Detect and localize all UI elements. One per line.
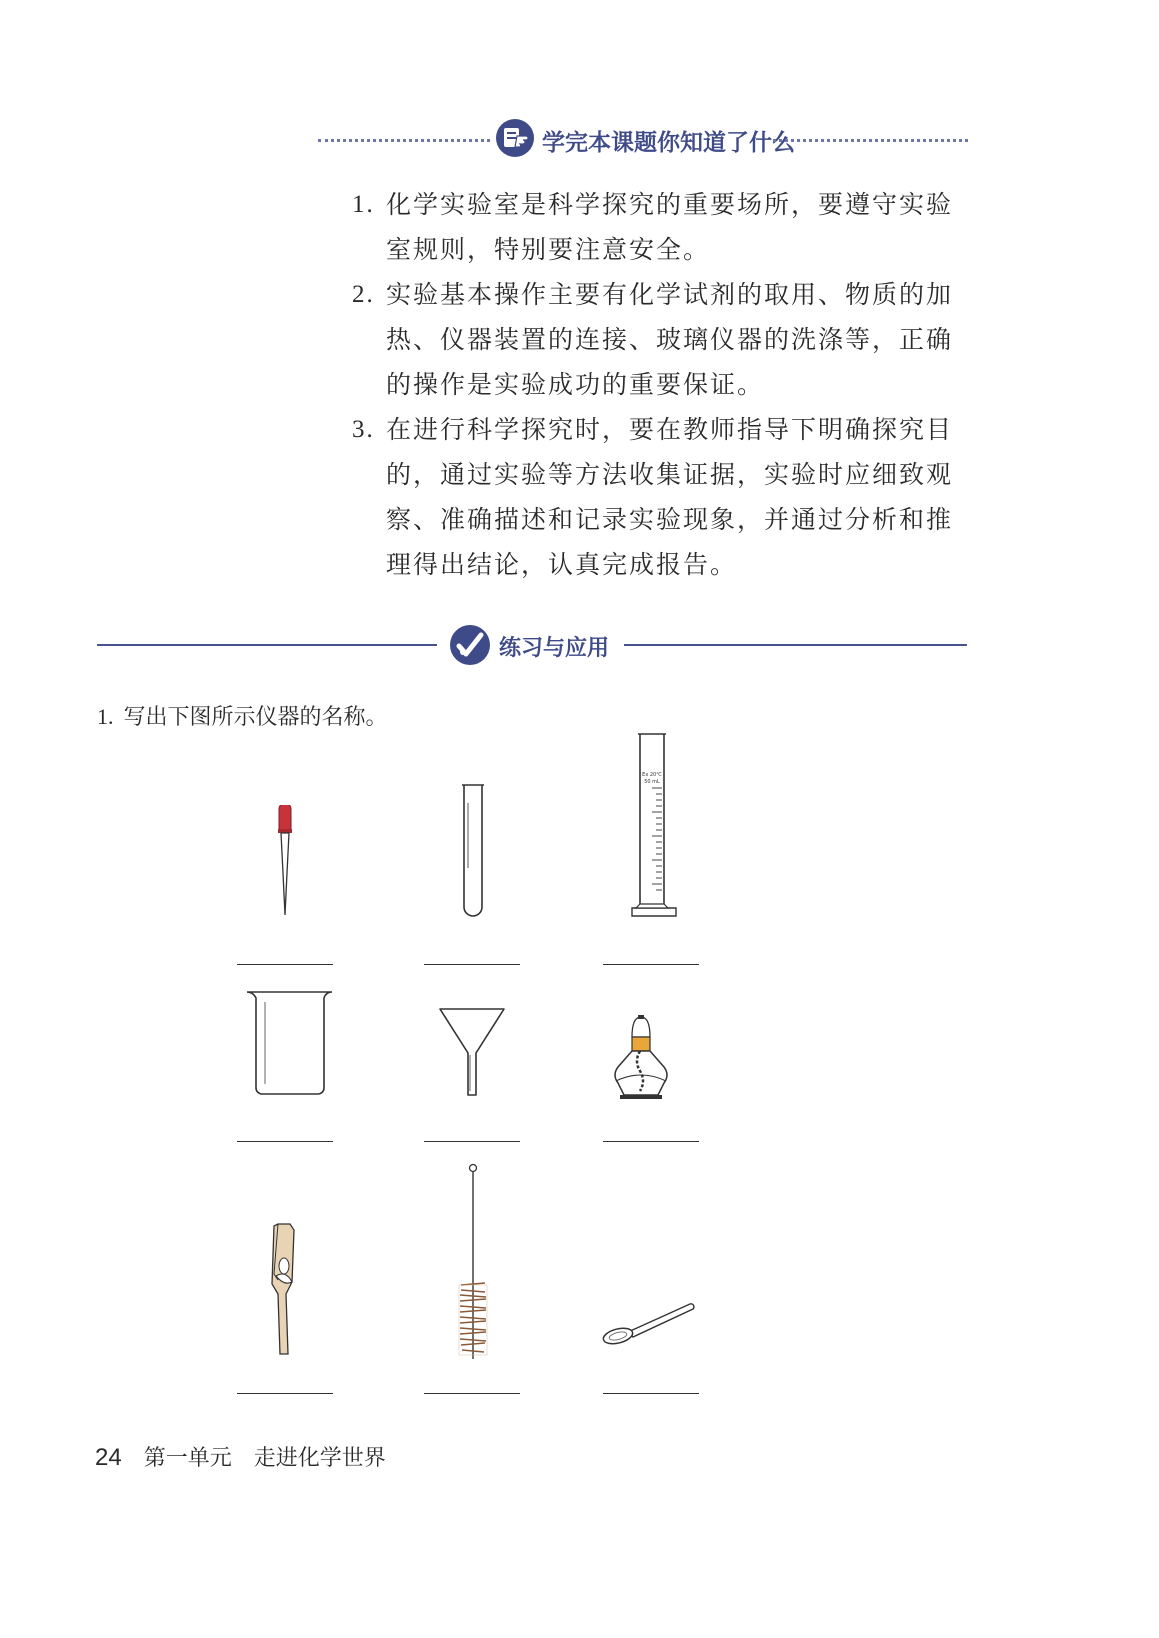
answer-line[interactable] <box>603 964 699 965</box>
item-number: 1. <box>352 191 375 218</box>
answer-line[interactable] <box>603 1393 699 1394</box>
dotted-divider-left <box>318 139 490 142</box>
funnel-figure <box>438 1007 506 1101</box>
item-text: 在进行科学探究时，要在教师指导下明确探究目的，通过实验等方法收集证据，实验时应细致观察、准确描述和记录实验现象，并通过分析和推理得出结论，认真完成报告。 <box>386 415 954 579</box>
test-tube-brush-icon <box>456 1163 490 1363</box>
test-tube-holder-figure <box>266 1218 300 1362</box>
graduated-cylinder-icon <box>628 732 680 922</box>
question-number: 1. <box>97 704 114 729</box>
summary-list <box>352 182 972 587</box>
beaker-figure <box>243 988 335 1104</box>
item-text: 实验基本操作主要有化学试剂的取用、物质的加热、仪器装置的连接、玻璃仪器的洗涤等，正确的操作是实验成功的重要保证。 <box>386 280 954 399</box>
answer-line[interactable] <box>237 964 333 965</box>
test-tube-figure <box>458 783 488 927</box>
answer-line[interactable] <box>424 964 520 965</box>
dropper-figure <box>270 805 300 924</box>
divider-line-left <box>97 644 437 646</box>
dropper-icon <box>270 805 300 920</box>
summary-title: 学完本课题你知道了什么 <box>542 130 795 156</box>
alcohol-lamp-figure <box>612 1015 670 1105</box>
spoon-icon <box>600 1300 696 1348</box>
book-hand-icon <box>495 118 535 158</box>
funnel-icon <box>438 1007 506 1097</box>
answer-line[interactable] <box>237 1393 333 1394</box>
answer-line[interactable] <box>603 1141 699 1142</box>
test-tube-holder-icon <box>266 1218 300 1358</box>
summary-item <box>352 182 972 272</box>
cylinder-label-1: Ex 20℃ <box>642 772 662 778</box>
item-text: 化学实验室是科学探究的重要场所，要遵守实验室规则，特别要注意安全。 <box>386 190 954 264</box>
page-number: 24 <box>95 1444 122 1471</box>
summary-item <box>352 272 972 407</box>
question <box>97 700 388 731</box>
unit-title: 走进化学世界 <box>253 1446 386 1471</box>
alcohol-lamp-icon <box>612 1015 670 1101</box>
pencil-check-icon <box>449 624 491 666</box>
divider-line-right <box>624 644 967 646</box>
answer-line[interactable] <box>424 1393 520 1394</box>
graduated-cylinder-figure <box>628 732 680 926</box>
dotted-divider-right <box>773 139 968 142</box>
item-number: 3. <box>352 416 375 443</box>
beaker-icon <box>243 988 335 1100</box>
summary-header <box>318 118 968 162</box>
practice-title: 练习与应用 <box>499 636 610 661</box>
summary-item <box>352 407 972 587</box>
practice-header <box>97 622 967 670</box>
cylinder-label-2: 50 mL <box>644 779 660 785</box>
question-text: 写出下图所示仪器的名称。 <box>123 705 388 730</box>
test-tube-brush-figure <box>456 1163 490 1367</box>
page-footer <box>95 1441 386 1472</box>
test-tube-icon <box>458 783 488 923</box>
answer-line[interactable] <box>237 1141 333 1142</box>
answer-line[interactable] <box>424 1141 520 1142</box>
item-number: 2. <box>352 281 375 308</box>
unit-name: 第一单元 <box>143 1446 232 1471</box>
spoon-figure <box>600 1300 696 1352</box>
